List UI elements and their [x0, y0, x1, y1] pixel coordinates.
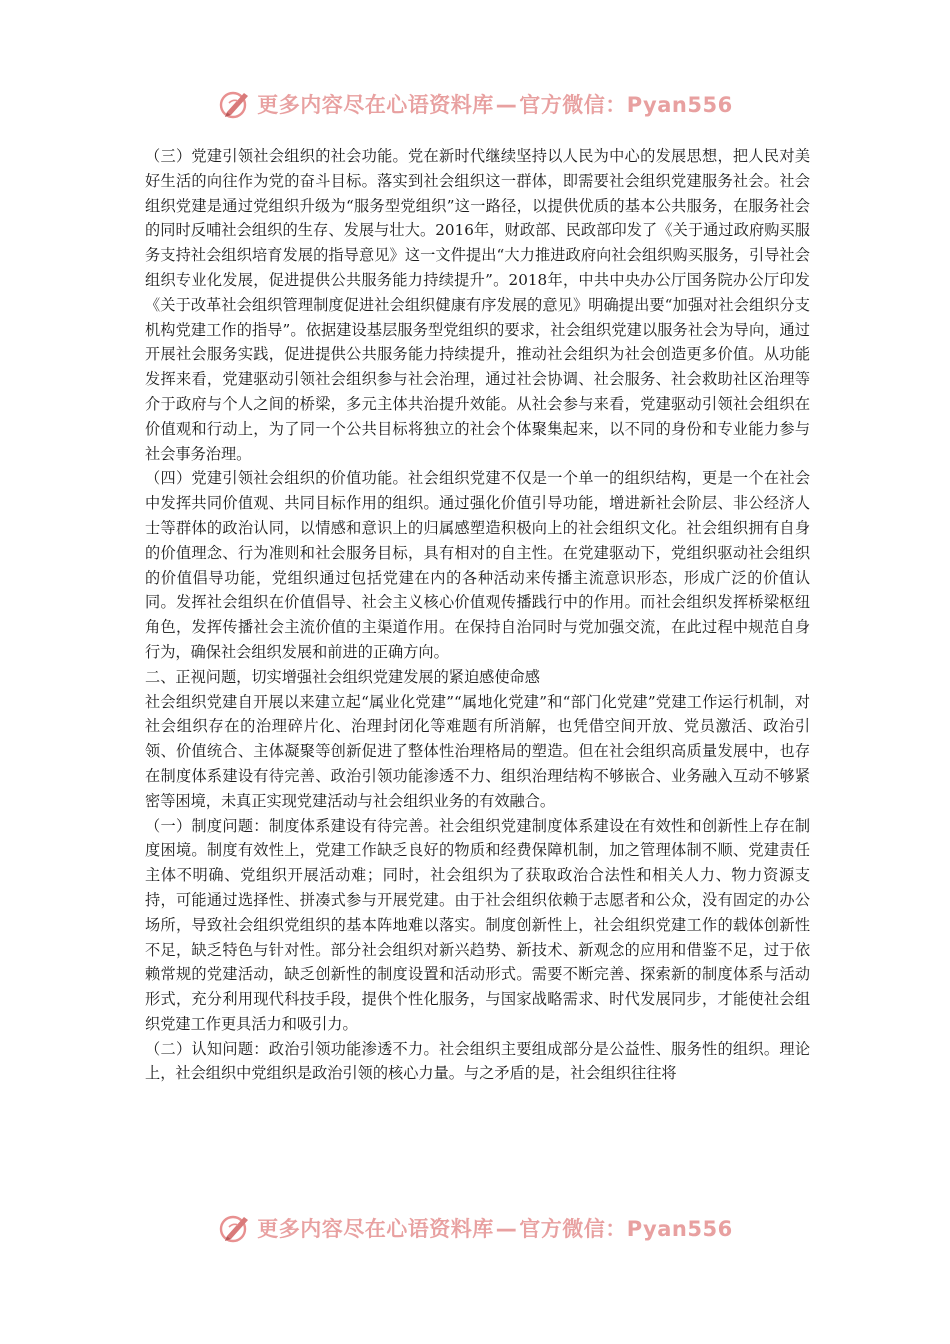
paragraph-section-2-intro: 社会组织党建自开展以来建立起“属业化党建”“属地化党建”和“部门化党建”党建工作运行机制，对社会组织存在的治理碎片化、治理封闭化等难题有所消解，也凭借空间开放、党员激活、政治引领、价值统合、主体凝聚等创新促进了整体性治理格局的塑造。但在社会组织高质量发展中，也存在制度体系建设有待完善、政治引领功能渗透不力、组织治理结构不够嵌合、业务融入互动不够紧密等困境，未真正实现党建活动与社会组织业务的有效融合。	[145, 692, 810, 810]
watermark-contact: 官方微信：Pyan556	[519, 93, 733, 117]
section-heading-2: 二、正视问题，切实增强社会组织党建发展的紧迫感使命感	[145, 667, 540, 686]
watermark-text	[257, 1213, 732, 1243]
paragraph-institutional-problem: （一）制度问题：制度体系建设有待完善。社会组织党建制度体系建设在有效性和创新性上存在制度困境。制度有效性上，党建工作缺乏良好的物质和经费保障机制，加之管理体制不顺、党建责任主体不明确、党组织开展活动难；同时，社会组织为了获取政治合法性和相关人力、物力资源支持，可能通过选择性、拼凑式参与开展党建。由于社会组织依赖于志愿者和公众，没有固定的办公场所，导致社会组织党组织的基本阵地难以落实。制度创新性上，社会组织党建工作的载体创新性不足，缺乏特色与针对性。部分社会组织对新兴趋势、新技术、新观念的应用和借鉴不足，过于依赖常规的党建活动，缺乏创新性的制度设置和活动形式。需要不断完善、探索新的制度体系与活动形式，充分利用现代科技手段，提供个性化服务，与国家战略需求、时代发展同步，才能使社会组织党建工作更具活力和吸引力。	[145, 816, 810, 1033]
pen-logo-icon	[217, 86, 253, 122]
watermark-text	[257, 89, 732, 119]
document-body	[145, 144, 810, 1086]
watermark-contact: 官方微信：Pyan556	[519, 1217, 733, 1241]
footer-watermark	[0, 1206, 950, 1250]
header-watermark	[0, 82, 950, 126]
paragraph-cognitive-problem: （二）认知问题：政治引领功能渗透不力。社会组织主要组成部分是公益性、服务性的组织。理论上，社会组织中党组织是政治引领的核心力量。与之矛盾的是，社会组织往往将	[145, 1039, 810, 1083]
watermark-dash: —	[495, 93, 518, 117]
paragraph-value-function: （四）党建引领社会组织的价值功能。社会组织党建不仅是一个单一的组织结构，更是一个在社会中发挥共同价值观、共同目标作用的组织。通过强化价值引导功能，增进新社会阶层、非公经济人士等群体的政治认同，以情感和意识上的归属感塑造积极向上的社会组织文化。社会组织拥有自身的价值理念、行为准则和社会服务目标，具有相对的自主性。在党建驱动下，党组织驱动社会组织的价值倡导功能，党组织通过包括党建在内的各种活动来传播主流意识形态，形成广泛的价值认同。发挥社会组织在价值倡导、社会主义核心价值观传播践行中的作用。而社会组织发挥桥梁枢纽角色，发挥传播社会主流价值的主渠道作用。在保持自治同时与党加强交流，在此过程中规范自身行为，确保社会组织发展和前进的正确方向。	[145, 469, 810, 661]
watermark-title: 更多内容尽在心语资料库	[257, 1217, 494, 1241]
watermark-dash: —	[495, 1217, 518, 1241]
paragraph-social-function: （三）党建引领社会组织的社会功能。党在新时代继续坚持以人民为中心的发展思想，把人民对美好生活的向往作为党的奋斗目标。落实到社会组织这一群体，即需要社会组织党建服务社会。社会组织党建是通过党组织升级为“服务型党组织”这一路径，以提供优质的基本公共服务，在服务社会的同时反哺社会组织的生存、发展与壮大。2016年，财政部、民政部印发了《关于通过政府购买服务支持社会组织培育发展的指导意见》这一文件提出“大力推进政府向社会组织购买服务，引导社会组织专业化发展，促进提供公共服务能力持续提升”。2018年，中共中央办公厅国务院办公厅印发《关于改革社会组织管理制度促进社会组织健康有序发展的意见》明确提出要“加强对社会组织分支机构党建工作的指导”。依据建设基层服务型党组织的要求，社会组织党建以服务社会为导向，通过开展社会服务实践，促进提供公共服务能力持续提升，推动社会组织为社会创造更多价值。从功能发挥来看，党建驱动引领社会组织参与社会治理，通过社会协调、社会服务、社会救助社区治理等介于政府与个人之间的桥梁，多元主体共治提升效能。从社会参与来看，党建驱动引领社会组织在价值观和行动上，为了同一个公共目标将独立的社会个体聚集起来，以不同的身份和专业能力参与社会事务治理。	[145, 147, 810, 463]
watermark-title: 更多内容尽在心语资料库	[257, 93, 494, 117]
pen-logo-icon	[217, 1210, 253, 1246]
